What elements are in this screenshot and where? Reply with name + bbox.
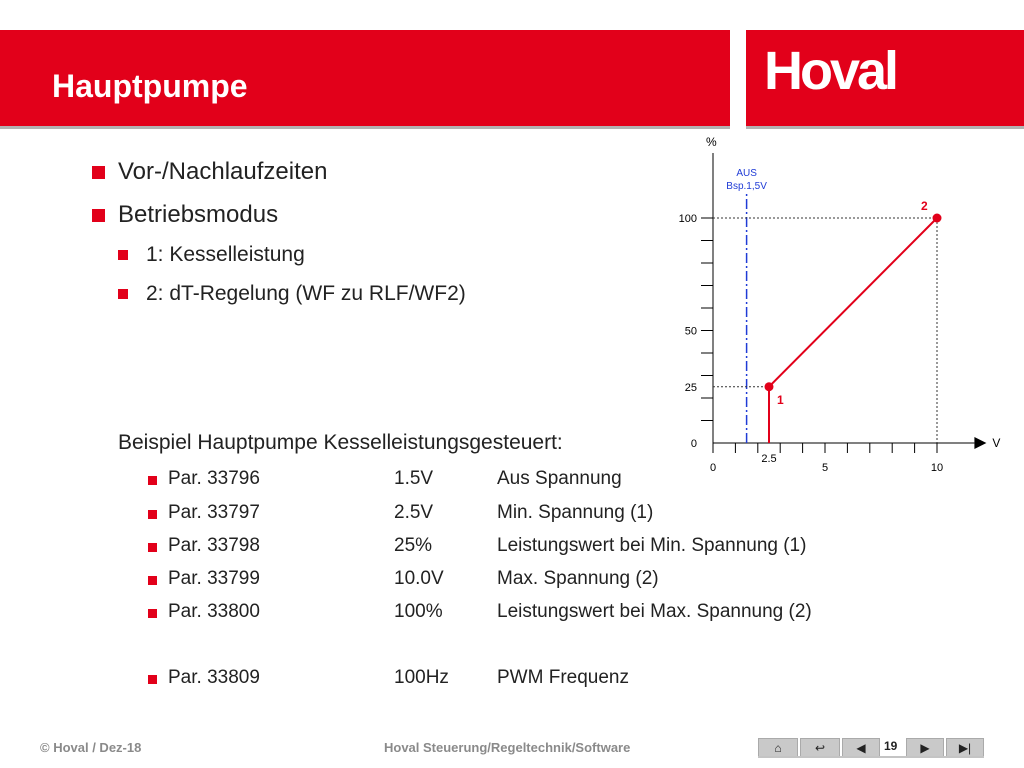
bullet-square-icon — [148, 543, 157, 552]
param-row — [148, 601, 908, 625]
bullet-square-icon — [92, 209, 105, 222]
home-button[interactable] — [758, 738, 798, 757]
header-bar — [0, 30, 730, 129]
param-value: 10.0V — [394, 568, 444, 589]
param-number: Par. 33798 — [168, 535, 260, 556]
footer-copyright: © Hoval / Dez-18 — [40, 740, 142, 755]
back-button[interactable] — [842, 738, 880, 757]
x-tick-label-extra: 2.5 — [761, 453, 777, 465]
param-description: Leistungswert bei Min. Spannung (1) — [497, 535, 807, 556]
return-button[interactable] — [800, 738, 840, 757]
logo-text: Hoval — [764, 41, 897, 101]
bullet-betriebsmodus — [92, 201, 278, 229]
bullet-square-icon — [148, 609, 157, 618]
param-row — [148, 667, 908, 691]
sub-bullet-dt-regelung — [118, 282, 466, 306]
param-number: Par. 33800 — [168, 601, 260, 622]
bullet-square-icon — [148, 576, 157, 585]
last-button[interactable] — [946, 738, 984, 757]
back-icon: ◀ — [856, 740, 866, 755]
y-tick-label: 0 — [690, 438, 697, 450]
series-line — [769, 218, 937, 387]
param-row — [148, 535, 908, 559]
page-number: 19 — [884, 739, 898, 753]
sub-bullet-label: 1: Kesselleistung — [146, 243, 305, 266]
data-point-1 — [765, 382, 774, 391]
return-icon: ↩ — [814, 740, 826, 755]
next-icon: ▶ — [920, 740, 930, 755]
nav-underline — [758, 756, 984, 758]
param-value: 100% — [394, 601, 443, 622]
bullet-label: Betriebsmodus — [118, 201, 279, 228]
bullet-square-icon — [92, 166, 105, 179]
param-value: 1.5V — [394, 468, 434, 489]
off-example-label: Bsp.1,5V — [726, 181, 767, 192]
bullet-square-icon — [148, 476, 157, 485]
y-tick-label: 25 — [684, 381, 697, 394]
param-value: 2.5V — [394, 502, 434, 523]
param-row — [148, 568, 908, 592]
data-point-2 — [933, 214, 942, 223]
last-icon: ▶| — [958, 740, 972, 755]
page-title: Hauptpumpe — [52, 68, 248, 104]
sub-bullet-label: 2: dT-Regelung (WF zu RLF/WF2) — [146, 282, 466, 305]
pump-characteristic-chart — [660, 128, 1010, 473]
home-icon: ⌂ — [774, 740, 782, 755]
param-description: Leistungswert bei Max. Spannung (2) — [497, 601, 812, 622]
y-tick-label: 50 — [684, 325, 697, 338]
param-description: Aus Spannung — [497, 468, 622, 489]
x-tick-label: 5 — [821, 462, 829, 473]
param-number: Par. 33809 — [168, 667, 260, 688]
sub-bullet-kesselleistung — [118, 243, 305, 267]
param-value: 100Hz — [394, 667, 449, 688]
hoval-logo — [746, 30, 1024, 129]
y-tick-label: 100 — [678, 213, 697, 225]
bullet-square-icon — [148, 675, 157, 684]
x-axis-label: V — [992, 436, 1001, 450]
x-axis-arrow-icon — [974, 437, 986, 449]
data-point-1-label: 1 — [777, 392, 784, 407]
param-value: 25% — [394, 535, 433, 556]
param-row — [148, 502, 908, 526]
x-tick-label: 0 — [709, 462, 717, 473]
param-number: Par. 33796 — [168, 468, 260, 489]
bullet-square-icon — [118, 250, 128, 260]
param-number: Par. 33799 — [168, 568, 260, 589]
data-point-2-label: 2 — [921, 199, 928, 213]
example-title: Beispiel Hauptpumpe Kesselleistungsgesteuert: — [118, 431, 563, 454]
x-tick-label: 10 — [930, 462, 944, 473]
y-axis-label: % — [706, 135, 717, 149]
bullet-square-icon — [148, 510, 157, 519]
bullet-label: Vor-/Nachlaufzeiten — [118, 158, 328, 185]
param-description: Max. Spannung (2) — [497, 568, 659, 589]
param-description: Min. Spannung (1) — [497, 502, 654, 523]
param-description: PWM Frequenz — [497, 667, 629, 688]
off-label: AUS — [736, 168, 757, 179]
bullet-square-icon — [118, 289, 128, 299]
next-button[interactable] — [906, 738, 944, 757]
footer-center-text: Hoval Steuerung/Regeltechnik/Software — [384, 740, 631, 755]
param-number: Par. 33797 — [168, 502, 260, 523]
bullet-vor-nachlaufzeiten — [92, 158, 327, 186]
